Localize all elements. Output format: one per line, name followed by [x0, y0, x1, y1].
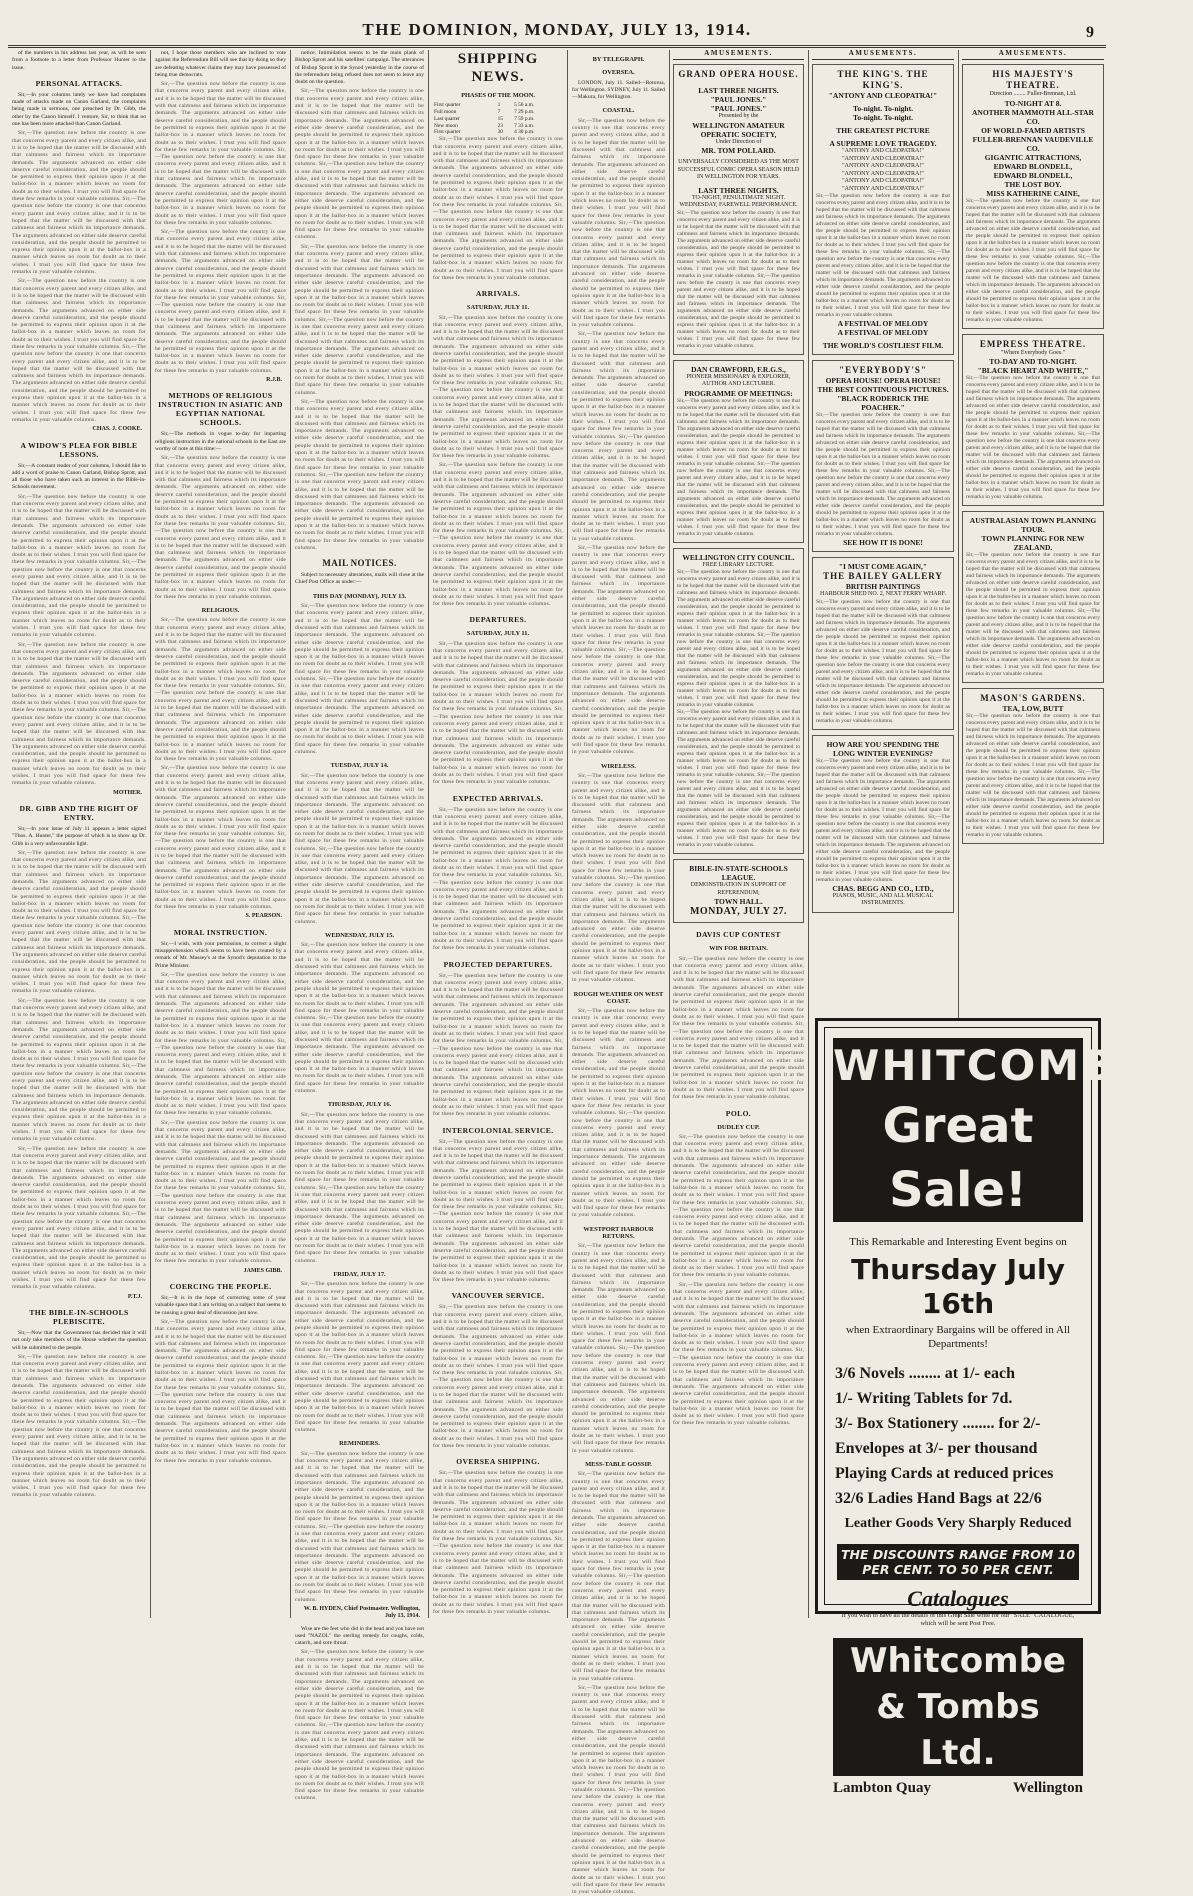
ad-grand-opera	[673, 64, 804, 355]
article-body: Sir,—The question now before the country is one that concerns every parent and every citizen alike, and it is to be hoped that the matter will be discussed with that calmness and fairness which its importance demands. The arguments advanced on either side deserve careful consideration, and the people should be permitted to express their opinion upon it at the ballot-box in a manner which leaves no room for doubt as to their wishes. I trust you will find space for these few remarks in your valuable columns. Sir,—The question now before the country is one that concerns every parent and every citizen alike, and it is to be hoped that the matter will be discussed with that calmness and fairness which its importance demands. The arguments advanced on either side deserve careful consideration, and the people should be permitted to express their opinion upon it at the ballot-box in a manner which leaves no room for doubt as to their wishes. I trust you will find space for these few remarks in your valuable columns.	[433, 640, 563, 786]
ad-line: "BLACK RODERICK THE POACHER."	[837, 394, 929, 413]
ad-subline: when Extraordinary Bargains will be offered in All Departments!	[845, 1324, 1071, 1350]
ad-line: "Where Everybody Goes."	[1000, 349, 1066, 356]
article-heading: VANCOUVER SERVICE.	[451, 1291, 545, 1301]
moon-cell: 7	[497, 109, 501, 116]
offer-line: 32/6 Ladies Hand Bags at 22/6	[835, 1490, 1042, 1507]
ad-line: "ANTONY AND CLEOPATRA!"	[842, 155, 924, 162]
ad-title: DAN CRAWFORD, F.R.G.S.,	[691, 364, 786, 374]
ad-his-majestys	[962, 64, 1104, 329]
offer-line: Leather Goods Very Sharply Reduced	[844, 1516, 1072, 1531]
article-body: Sir,—I wish, with your permission, to correct a slight misapprehension which seems to have been created by a remark of Mr. Massey's at the Synod's deputation to the Prime Minister.	[155, 940, 286, 969]
column-amusements-3	[962, 50, 1104, 1008]
ad-line: TOWN PLANNING FOR NEW ZEALAND.	[981, 534, 1085, 553]
article-heading: DAVIS CUP CONTEST	[696, 930, 781, 940]
ad-body: Sir,—The question now before the country is one that concerns every parent and every citizen alike, and it is to be hoped that the matter will be discussed with that calmness and fairness which its importance demands. The arguments advanced on either side deserve careful consideration, and the people should be permitted to express their opinion upon it at the ballot-box in a manner which leaves no room for doubt as to their wishes. I trust you will find space for these few remarks in your valuable columns. Sir,—The question now before the country is one that concerns every parent and every citizen alike, and it is to be hoped that the matter will be discussed with that calmness and fairness which its importance demands. The arguments advanced on either side deserve careful consideration, and the people should be permitted to express their opinion upon it at the ballot-box in a manner which leaves no room for doubt as to their wishes. I trust you will find space for these few remarks in your valuable columns.	[966, 197, 1100, 323]
firm-name: Whitcombe & Tombs Ltd.	[833, 1638, 1083, 1776]
article-body: Sir,—The question now before the country is one that concerns every parent and every citizen alike, and it is to be hoped that the matter will be discussed with that calmness and fairness which its importance demands. The arguments advanced on either side deserve careful consideration, and the people should be permitted to express their opinion upon it at the ballot-box in a manner which leaves no room for doubt as to their wishes. I trust you will find space for these few remarks in your valuable columns. Sir,—The question now before the country is one that concerns every parent and every citizen alike, and it is to be hoped that the matter will be discussed with that calmness and fairness which its importance demands. The arguments advanced on either side deserve careful consideration, and the people should be permitted to express their opinion upon it at the ballot-box in a manner which leaves no room for doubt as to their wishes. I trust you will find space for these few remarks in your valuable columns.	[572, 117, 665, 329]
ad-title: GRAND OPERA HOUSE.	[678, 69, 799, 80]
ad-line: HARBOUR SHED NO. 2, NEXT FERRY WHARF.	[820, 591, 946, 598]
article-body: Sir,—The question now before the country is one that concerns every parent and every citizen alike, and it is to be hoped that the matter will be discussed with that calmness and fairness which its importance demands. The arguments advanced on either side deserve careful consideration, and the people should be permitted to express their opinion upon it at the ballot-box in a manner which leaves no room for doubt as to their wishes. I trust you will find space for these few remarks in your valuable columns. Sir,—The question now before the country is one that concerns every parent and every citizen alike, and it is to be hoped that the matter will be discussed with that calmness and fairness which its importance demands. The arguments advanced on either side deserve careful consideration, and the people should be permitted to express their opinion upon it at the ballot-box in a manner which leaves no room for doubt as to their wishes. I trust you will find space for these few remarks in your valuable columns.	[155, 229, 286, 374]
mail-day: THIS DAY (MONDAY), JULY 13.	[312, 592, 407, 600]
article-body: Sir,—The question now before the country is one that concerns every parent and every citizen alike, and it is to be hoped that the matter will be discussed with that calmness and fairness which its importance demands. The arguments advanced on either side deserve careful consideration, and the people should be permitted to express their opinion upon it at the ballot-box in a manner which leaves no room for doubt as to their wishes. I trust you will find space for these few remarks in your valuable columns. Sir,—The question now before the country is one that concerns every parent and every citizen alike, and it is to be hoped that the matter will be discussed with that calmness and fairness which its importance demands. The arguments advanced on either side deserve careful consideration, and the people should be permitted to express their opinion upon it at the ballot-box in a manner which leaves no room for doubt as to their wishes. I trust you will find space for these few remarks in your valuable columns.	[295, 942, 424, 1095]
ad-line: A FESTIVAL OF MELODY	[837, 328, 929, 338]
discount-banner: THE DISCOUNTS RANGE FROM 10 PER CENT. TO 50 PER CENT.	[837, 1544, 1079, 1580]
article-body: Sir,—The question now before the country is one that concerns every parent and every citizen alike, and it is to be hoped that the matter will be discussed with that calmness and fairness which its importance demands. The arguments advanced on either side deserve careful consideration, and the people should be permitted to express their opinion upon it at the ballot-box in a manner which leaves no room for doubt as to their wishes. I trust you will find space for these few remarks in your valuable columns. Sir,—The question now before the country is one that concerns every parent and every citizen alike, and it is to be hoped that the matter will be discussed with that calmness and fairness which its importance demands. The arguments advanced on either side deserve careful consideration, and the people should be permitted to express their opinion upon it at the ballot-box in a manner which leaves no room for doubt as to their wishes. I trust you will find space for these few remarks in your valuable columns.	[295, 1281, 424, 1434]
masthead-rule	[8, 45, 1106, 46]
offer-line: Envelopes at 3/- per thousand	[835, 1440, 1038, 1457]
ad-line: CHAS. BEGG AND CO., LTD.,	[832, 883, 934, 893]
ad-line: A SUPREME LOVE TRAGEDY.	[829, 139, 937, 149]
article-heading: INTERCOLONIAL SERVICE.	[442, 1125, 554, 1135]
ad-line: LAST THREE NIGHTS.	[698, 185, 779, 195]
column-telegraph	[572, 50, 665, 1896]
section-heading: AMUSEMENTS.	[673, 50, 804, 60]
article-body: Sir,—The question now before the country is one that concerns every parent and every citizen alike, and it is to be hoped that the matter will be discussed with that calmness and fairness which its importance demands. The arguments advanced on either side deserve careful consideration, and the people should be permitted to express their opinion upon it at the ballot-box in a manner which leaves no room for doubt as to their wishes. I trust you will find space for these few remarks in your valuable columns. Sir,—The question now before the country is one that concerns every parent and every citizen alike, and it is to be hoped that the matter will be discussed with that calmness and fairness which its importance demands. The arguments advanced on either side deserve careful consideration, and the people should be permitted to express their opinion upon it at the ballot-box in a manner which leaves no room for doubt as to their wishes. I trust you will find space for these few remarks in your valuable columns.	[155, 971, 286, 1117]
ad-line: LAST THREE NIGHTS.	[698, 86, 779, 96]
signature: S. PEARSON.	[245, 913, 282, 920]
article-body: Sir,—The question now before the country is one that concerns every parent and every citizen alike, and it is to be hoped that the matter will be discussed with that calmness and fairness which its importance demands. The arguments advanced on either side deserve careful consideration, and the people should be permitted to express their opinion upon it at the ballot-box in a manner which leaves no room for doubt as to their wishes. I trust you will find space for these few remarks in your valuable columns. Sir,—The question now before the country is one that concerns every parent and every citizen alike, and it is to be hoped that the matter will be discussed with that calmness and fairness which its importance demands. The arguments advanced on either side deserve careful consideration, and the people should be permitted to express their opinion upon it at the ballot-box in a manner which leaves no room for doubt as to their wishes. I trust you will find space for these few remarks in your valuable columns.	[433, 462, 563, 608]
sub-heading: DUDLEY CUP.	[717, 1123, 760, 1131]
sub-heading: OVERSEA.	[602, 69, 635, 77]
article-body: Sir,—The question now before the country is one that concerns every parent and every citizen alike, and it is to be hoped that the matter will be discussed with that calmness and fairness which its importance demands. The arguments advanced on either side deserve careful consideration, and the people should be permitted to express their opinion upon it at the ballot-box in a manner which leaves no room for doubt as to their wishes. I trust you will find space for these few remarks in your valuable columns. Sir,—The question now before the country is one that concerns every parent and every citizen alike, and it is to be hoped that the matter will be discussed with that calmness and fairness which its importance demands. The arguments advanced on either side deserve careful consideration, and the people should be permitted to express their opinion upon it at the ballot-box in a manner which leaves no room for doubt as to their wishes. I trust you will find space for these few remarks in your valuable columns.	[572, 1243, 665, 1454]
article-body: notice. Intimidation seems to be the main plank of Bishop Sprott and his satellites' campaign. The utterances of Bishop Sprott in the Synod yesterday in the course of the referendum being refused does not seem to leave any doubt on the question.	[295, 50, 424, 86]
ad-line: "ANTONY AND CLEOPATRA!"	[842, 178, 924, 185]
ad-title: THE KING'S. THE KING'S.	[837, 69, 929, 91]
article-body: Sir,—A constant reader of your columns, I should like to add a word of praise to Canon Garland, Bishop Sprott, and all those who have taken such an interest in the Bible-in-Schools movement.	[12, 462, 146, 491]
ad-line: "ANTONY AND CLEOPATRA!"	[842, 185, 924, 192]
ad-line: BRITISH PAINTINGS	[845, 582, 921, 592]
ad-kings-theatre	[812, 64, 954, 355]
ad-line: "ANTONY AND CLEOPATRA!"	[842, 148, 924, 155]
ad-line: EDWARD BLONDELL,	[993, 161, 1073, 171]
ad-title: "I MUST COME AGAIN,"	[838, 562, 928, 572]
article-body: Sir,—The question now before the country is one that concerns every parent and every citizen alike, and it is to be hoped that the matter will be discussed with that calmness and fairness which its importance demands. The arguments advanced on either side deserve careful consideration, and the people should be permitted to express their opinion upon it at the ballot-box in a manner which leaves no room for doubt as to their wishes. I trust you will find space for these few remarks in your valuable columns. Sir,—The question now before the country is one that concerns every parent and every citizen alike, and it is to be hoped that the matter will be discussed with that calmness and fairness which its importance demands. The arguments advanced on either side deserve careful consideration, and the people should be permitted to express their opinion upon it at the ballot-box in a manner which leaves no room for doubt as to their wishes. I trust you will find space for these few remarks in your valuable columns.	[155, 1318, 286, 1464]
moon-cell: 23	[497, 122, 503, 129]
ad-bible-league	[673, 859, 804, 923]
ad-body: Sir,—The question now before the country is one that concerns every parent and every citizen alike, and it is to be hoped that the matter will be discussed with that calmness and fairness which its importance demands. The arguments advanced on either side deserve careful consideration, and the people should be permitted to express their opinion upon it at the ballot-box in a manner which leaves no room for doubt as to their wishes. I trust you will find space for these few remarks in your valuable columns. Sir,—The question now before the country is one that concerns every parent and every citizen alike, and it is to be hoped that the matter will be discussed with that calmness and fairness which its importance demands. The arguments advanced on either side deserve careful consideration, and the people should be permitted to express their opinion upon it at the ballot-box in a manner which leaves no room for doubt as to their wishes. I trust you will find space for these few remarks in your valuable columns.	[816, 412, 950, 538]
column-rule	[669, 50, 670, 1618]
signature: R.J.B.	[266, 377, 282, 384]
ad-title: HIS MAJESTY'S THEATRE.	[992, 69, 1074, 91]
article-body: Sir,—The question now before the country is one that concerns every parent and every citizen alike, and it is to be hoped that the matter will be discussed with that calmness and fairness which its importance demands. The arguments advanced on either side deserve careful consideration, and the people should be permitted to express their opinion upon it at the ballot-box in a manner which leaves no room for doubt as to their wishes. I trust you will find space for these few remarks in your valuable columns. Sir,—The question now before the country is one that concerns every parent and every citizen alike, and it is to be hoped that the matter will be discussed with that calmness and fairness which its importance demands. The arguments advanced on either side deserve careful consideration, and the people should be permitted to express their opinion upon it at the ballot-box in a manner which leaves no room for doubt as to their wishes. I trust you will find space for these few remarks in your valuable columns.	[433, 1138, 563, 1284]
ad-line: PIONEER MISSIONARY & EXPLORER, AUTHOR AND LECTURER.	[686, 373, 791, 388]
column-letters-2	[155, 50, 286, 1618]
article-body: Sir,—The question now before the country is one that concerns every parent and every citizen alike, and it is to be hoped that the matter will be discussed with that calmness and fairness which its importance demands. The arguments advanced on either side deserve careful consideration, and the people should be permitted to express their opinion upon it at the ballot-box in a manner which leaves no room for doubt as to their wishes. I trust you will find space for these few remarks in your valuable columns. Sir,—The question now before the country is one that concerns every parent and every citizen alike, and it is to be hoped that the matter will be discussed with that calmness and fairness which its importance demands. The arguments advanced on either side deserve careful consideration, and the people should be permitted to express their opinion upon it at the ballot-box in a manner which leaves no room for doubt as to their wishes. I trust you will find space for these few remarks in your valuable columns.	[155, 455, 286, 600]
ad-line: WELLINGTON AMATEUR OPERATIC SOCIETY,	[692, 120, 785, 139]
sub-heading: ROUGH WEATHER ON WEST COAST.	[573, 990, 664, 1005]
ad-body: Sir,—The question now before the country is one that concerns every parent and every citizen alike, and it is to be hoped that the matter will be discussed with that calmness and fairness which its importance demands. The arguments advanced on either side deserve careful consideration, and the people should be permitted to express their opinion upon it at the ballot-box in a manner which leaves no room for doubt as to their wishes. I trust you will find space for these few remarks in your valuable columns. Sir,—The question now before the country is one that concerns every parent and every citizen alike, and it is to be hoped that the matter will be discussed with that calmness and fairness which its importance demands. The arguments advanced on either side deserve careful consideration, and the people should be permitted to express their opinion upon it at the ballot-box in a manner which leaves no room for doubt as to their wishes. I trust you will find space for these few remarks in your valuable columns.	[966, 375, 1100, 501]
article-body: Sir,—The question now before the country is one that concerns every parent and every citizen alike, and it is to be hoped that the matter will be discussed with that calmness and fairness which its importance demands. The arguments advanced on either side deserve careful consideration, and the people should be permitted to express their opinion upon it at the ballot-box in a manner which leaves no room for doubt as to their wishes. I trust you will find space for these few remarks in your valuable columns. Sir,—The question now before the country is one that concerns every parent and every citizen alike, and it is to be hoped that the matter will be discussed with that calmness and fairness which its importance demands. The arguments advanced on either side deserve careful consideration, and the people should be permitted to express their opinion upon it at the ballot-box in a manner which leaves no room for doubt as to their wishes. I trust you will find space for these few remarks in your valuable columns.	[12, 641, 146, 787]
masthead: THE DOMINION, MONDAY, JULY 13, 1914.	[362, 20, 752, 39]
moon-cell: First quarter	[434, 102, 461, 109]
article-body: Sir,—The question now before the country is one that concerns every parent and every citizen alike, and it is to be hoped that the matter will be discussed with that calmness and fairness which its importance demands. The arguments advanced on either side deserve careful consideration, and the people should be permitted to express their opinion upon it at the ballot-box in a manner which leaves no room for doubt as to their wishes. I trust you will find space for these few remarks in your valuable columns. Sir,—The question now before the country is one that concerns every parent and every citizen alike, and it is to be hoped that the matter will be discussed with that calmness and fairness which its importance demands. The arguments advanced on either side deserve careful consideration, and the people should be permitted to express their opinion upon it at the ballot-box in a manner which leaves no room for doubt as to their wishes. I trust you will find space for these few remarks in your valuable columns.	[295, 603, 424, 756]
article-heading: DEPARTURES.	[469, 615, 527, 625]
catalogue-note: If you wish to have all the details of this Great Sale write for our "SALE" CATALOGUE, which will be sent Post Free.	[841, 1612, 1075, 1627]
moon-cell: 15	[497, 115, 503, 122]
article-heading: PERSONAL ATTACKS.	[35, 78, 123, 88]
article-heading: A WIDOW'S PLEA FOR BIBLE LESSONS.	[20, 440, 138, 459]
sub-heading: REMINDERS.	[339, 1440, 380, 1448]
shipping-headline: SHIPPING NEWS.	[457, 51, 539, 85]
mail-day: WEDNESDAY, JULY 15.	[324, 931, 394, 939]
column-amusements-1	[673, 50, 804, 1618]
article-body: Wise are the feet who did in the head and you have not used "NAZOL" the sterling remedy for coughs, colds, catarrh, and sore throat.	[295, 1625, 424, 1647]
article-body: Sir,—In your columns lately we have had complaints made of attacks made on Canon Garland, the complaints being made in sermons, one preached by Dr. Gibb, the other by the Canon himself. I venture, Sir, to think that no one has been more attacked than Canon Garland.	[12, 91, 146, 128]
ad-body: Sir,—The question now before the country is one that concerns every parent and every citizen alike, and it is to be hoped that the matter will be discussed with that calmness and fairness which its importance demands. The arguments advanced on either side deserve careful consideration, and the people should be permitted to express their opinion upon it at the ballot-box in a manner which leaves no room for doubt as to their wishes. I trust you will find space for these few remarks in your valuable columns. Sir,—The question now before the country is one that concerns every parent and every citizen alike, and it is to be hoped that the matter will be discussed with that calmness and fairness which its importance demands. The arguments advanced on either side deserve careful consideration, and the people should be permitted to express their opinion upon it at the ballot-box in a manner which leaves no room for doubt as to their wishes. I trust you will find space for these few remarks in your valuable columns.	[966, 713, 1100, 839]
ad-line: "BLACK HEART AND WHITE,"	[977, 366, 1089, 376]
moon-cell: 4 30 p.m.	[514, 129, 535, 136]
article-heading: OVERSEA SHIPPING.	[456, 1457, 540, 1467]
page-number: 9	[1086, 24, 1094, 41]
sub-heading: WESTPORT HARBOUR RETURNS.	[583, 1225, 654, 1241]
ad-line: A FESTIVAL OF MELODY	[837, 319, 929, 329]
article-body: Sir,—The question now before the country is one that concerns every parent and every citizen alike, and it is to be hoped that the matter will be discussed with that calmness and fairness which its importance demands. The arguments advanced on either side deserve careful consideration, and the people should be permitted to express their opinion upon it at the ballot-box in a manner which leaves no room for doubt as to their wishes. I trust you will find space for these few remarks in your valuable columns. Sir,—The question now before the country is one that concerns every parent and every citizen alike, and it is to be hoped that the matter will be discussed with that calmness and fairness which its importance demands. The arguments advanced on either side deserve careful consideration, and the people should be permitted to express their opinion upon it at the ballot-box in a manner which leaves no room for doubt as to their wishes. I trust you will find space for these few remarks in your valuable columns.	[572, 1684, 665, 1896]
whitcombes-sale-ad	[815, 1018, 1193, 1796]
article-body: not, I hope those members who are inclined to vote against the Referendum Bill will see that by doing so they are defeating whatever claims they may have possessed of being true democrats.	[155, 50, 286, 78]
offer-line: 3/6 Novels ........ at 1/- each	[835, 1365, 1015, 1382]
ad-body: Sir,—The question now before the country is one that concerns every parent and every citizen alike, and it is to be hoped that the matter will be discussed with that calmness and fairness which its importance demands. The arguments advanced on either side deserve careful consideration, and the people should be permitted to express their opinion upon it at the ballot-box in a manner which leaves no room for doubt as to their wishes. I trust you will find space for these few remarks in your valuable columns. Sir,—The question now before the country is one that concerns every parent and every citizen alike, and it is to be hoped that the matter will be discussed with that calmness and fairness which its importance demands. The arguments advanced on either side deserve careful consideration, and the people should be permitted to express their opinion upon it at the ballot-box in a manner which leaves no room for doubt as to their wishes. I trust you will find space for these few remarks in your valuable columns.	[816, 193, 950, 319]
ad-town-planning	[962, 511, 1104, 683]
sub-heading: PHASES OF THE MOON.	[461, 92, 535, 99]
article-body: Sir,—The question now before the country is one that concerns every parent and every citizen alike, and it is to be hoped that the matter will be discussed with that calmness and fairness which its importance demands. The arguments advanced on either side deserve careful consideration, and the people should be permitted to express their opinion upon it at the ballot-box in a manner which leaves no room for doubt as to their wishes. I trust you will find space for these few remarks in your valuable columns. Sir,—The question now before the country is one that concerns every parent and every citizen alike, and it is to be hoped that the matter will be discussed with that calmness and fairness which its importance demands. The arguments advanced on either side deserve careful consideration, and the people should be permitted to express their opinion upon it at the ballot-box in a manner which leaves no room for doubt as to their wishes. I trust you will find space for these few remarks in your valuable columns.	[155, 765, 286, 911]
article-body: Sir,—The question now before the country is one that concerns every parent and every citizen alike, and it is to be hoped that the matter will be discussed with that calmness and fairness which its importance demands. The arguments advanced on either side deserve careful consideration, and the people should be permitted to express their opinion upon it at the ballot-box in a manner which leaves no room for doubt as to their wishes. I trust you will find space for these few remarks in your valuable columns. Sir,—The question now before the country is one that concerns every parent and every citizen alike, and it is to be hoped that the matter will be discussed with that calmness and fairness which its importance demands. The arguments advanced on either side deserve careful consideration, and the people should be permitted to express their opinion upon it at the ballot-box in a manner which leaves no room for doubt as to their wishes. I trust you will find space for these few remarks in your valuable columns.	[155, 617, 286, 763]
ad-line: OPERA HOUSE! OPERA HOUSE!	[825, 376, 941, 386]
article-body: Sir,—The question now before the country is one that concerns every parent and every citizen alike, and it is to be hoped that the matter will be discussed with that calmness and fairness which its importance demands. The arguments advanced on either side deserve careful consideration, and the people should be permitted to express their opinion upon it at the ballot-box in a manner which leaves no room for doubt as to their wishes. I trust you will find space for these few remarks in your valuable columns. Sir,—The question now before the country is one that concerns every parent and every citizen alike, and it is to be hoped that the matter will be discussed with that calmness and fairness which its importance demands. The arguments advanced on either side deserve careful consideration, and the people should be permitted to express their opinion upon it at the ballot-box in a manner which leaves no room for doubt as to their wishes. I trust you will find space for these few remarks in your valuable columns.	[155, 81, 286, 226]
offer-line: Playing Cards at reduced prices	[835, 1465, 1054, 1482]
ad-body: Sir,—The question now before the country is one that concerns every parent and every citizen alike, and it is to be hoped that the matter will be discussed with that calmness and fairness which its importance demands. The arguments advanced on either side deserve careful consideration, and the people should be permitted to express their opinion upon it at the ballot-box in a manner which leaves no room for doubt as to their wishes. I trust you will find space for these few remarks in your valuable columns. Sir,—The question now before the country is one that concerns every parent and every citizen alike, and it is to be hoped that the matter will be discussed with that calmness and fairness which its importance demands. The arguments advanced on either side deserve careful consideration, and the people should be permitted to express their opinion upon it at the ballot-box in a manner which leaves no room for doubt as to their wishes. I trust you will find space for these few remarks in your valuable columns.	[677, 569, 800, 709]
column-mail	[295, 50, 424, 1802]
ad-line: THE WORLD'S COSTLIEST FILM.	[822, 341, 944, 351]
masthead-rule-2	[8, 47, 1106, 48]
article-body: Sir,—The question now before the country is one that concerns every parent and every citizen alike, and it is to be hoped that the matter will be discussed with that calmness and fairness which its importance demands. The arguments advanced on either side deserve careful consideration, and the people should be permitted to express their opinion upon it at the ballot-box in a manner which leaves no room for doubt as to their wishes. I trust you will find space for these few remarks in your valuable columns. Sir,—The question now before the country is one that concerns every parent and every citizen alike, and it is to be hoped that the matter will be discussed with that calmness and fairness which its importance demands. The arguments advanced on either side deserve careful consideration, and the people should be permitted to express their opinion upon it at the ballot-box in a manner which leaves no room for doubt as to their wishes. I trust you will find space for these few remarks in your valuable columns.	[295, 1111, 424, 1264]
article-body: Sir,—The question now before the country is one that concerns every parent and every citizen alike, and it is to be hoped that the matter will be discussed with that calmness and fairness which its importance demands. The arguments advanced on either side deserve careful consideration, and the people should be permitted to express their opinion upon it at the ballot-box in a manner which leaves no room for doubt as to their wishes. I trust you will find space for these few remarks in your valuable columns. Sir,—The question now before the country is one that concerns every parent and every citizen alike, and it is to be hoped that the matter will be discussed with that calmness and fairness which its importance demands. The arguments advanced on either side deserve careful consideration, and the people should be permitted to express their opinion upon it at the ballot-box in a manner which leaves no room for doubt as to their wishes. I trust you will find space for these few remarks in your valuable columns.	[12, 1353, 146, 1499]
ad-line: To-night. To-night.	[853, 104, 913, 114]
article-body: Sir,—The question now before the country is one that concerns every parent and every citizen alike, and it is to be hoped that the matter will be discussed with that calmness and fairness which its importance demands. The arguments advanced on either side deserve careful consideration, and the people should be permitted to express their opinion upon it at the ballot-box in a manner which leaves no room for doubt as to their wishes. I trust you will find space for these few remarks in your valuable columns. Sir,—The question now before the country is one that concerns every parent and every citizen alike, and it is to be hoped that the matter will be discussed with that calmness and fairness which its importance demands. The arguments advanced on either side deserve careful consideration, and the people should be permitted to express their opinion upon it at the ballot-box in a manner which leaves no room for doubt as to their wishes. I trust you will find space for these few remarks in your valuable columns.	[12, 849, 146, 995]
ad-free-library	[673, 548, 804, 855]
firm-address	[833, 1780, 1083, 1797]
article-body: Sir,—In your issue of July 11 appears a letter signed "Thos. A. Hunter," the purpose of which is to show up Dr. Gibb in a very unfavourable light.	[12, 825, 146, 847]
moon-table	[433, 102, 563, 136]
day-heading: SATURDAY, JULY 11.	[466, 304, 530, 312]
ad-line: TO-NIGHT, PENULTIMATE NIGHT.	[691, 194, 786, 201]
ad-line: "ANTONY AND CLEOPATRA!"	[828, 91, 938, 101]
article-heading: POLO.	[725, 1108, 752, 1118]
ad-empress	[962, 334, 1104, 507]
offer-line: 1/- Writing Tablets for 7d.	[835, 1390, 1013, 1407]
ad-title: HOW ARE YOU SPENDING THE LONG WINTER EVENINGS?	[826, 739, 940, 758]
article-body: Sir,—The question now before the country is one that concerns every parent and every citizen alike, and it is to be hoped that the matter will be discussed with that calmness and fairness which its importance demands. The arguments advanced on either side deserve careful consideration, and the people should be permitted to express their opinion upon it at the ballot-box in a manner which leaves no room for doubt as to their wishes. I trust you will find space for these few remarks in your valuable columns. Sir,—The question now before the country is one that concerns every parent and every citizen alike, and it is to be hoped that the matter will be discussed with that calmness and fairness which its importance demands. The arguments advanced on either side deserve careful consideration, and the people should be permitted to express their opinion upon it at the ballot-box in a manner which leaves no room for doubt as to their wishes. I trust you will find space for these few remarks in your valuable columns.	[433, 314, 563, 460]
article-body: Sir,—The question now before the country is one that concerns every parent and every citizen alike, and it is to be hoped that the matter will be discussed with that calmness and fairness which its importance demands. The arguments advanced on either side deserve careful consideration, and the people should be permitted to express their opinion upon it at the ballot-box in a manner which leaves no room for doubt as to their wishes. I trust you will find space for these few remarks in your valuable columns. Sir,—The question now before the country is one that concerns every parent and every citizen alike, and it is to be hoped that the matter will be discussed with that calmness and fairness which its importance demands. The arguments advanced on either side deserve careful consideration, and the people should be permitted to express their opinion upon it at the ballot-box in a manner which leaves no room for doubt as to their wishes. I trust you will find space for these few remarks in your valuable columns.	[295, 772, 424, 925]
sub-heading: BY TELEGRAPH.	[592, 56, 645, 63]
ad-line: THE LOST BOY.	[1004, 179, 1062, 189]
ad-masons-gardens	[962, 688, 1104, 844]
moon-cell: 7 29 p.m.	[514, 109, 535, 116]
ad-intro: This Remarkable and Interesting Event begins on	[849, 1236, 1067, 1248]
ad-line: ANOTHER MAMMOTH ALL-STAR CO.	[972, 107, 1094, 126]
signature: W. B. HYDEN, Chief Postmaster. Wellington, July 13, 1914.	[303, 1605, 420, 1620]
section-heading: AMUSEMENTS.	[812, 50, 954, 60]
ad-line: PIANOS, MUSIC, AND ALL MUSICAL INSTRUMENTS.	[832, 892, 934, 907]
column-rule	[428, 50, 429, 1618]
ad-line: WEDNESDAY, FAREWELL PERFORMANCE.	[679, 202, 798, 209]
column-rule	[567, 50, 568, 1618]
moon-row	[433, 116, 563, 123]
article-body: LONDON, July 11. Sailed—Rotorua, for Wellington. SYDNEY, July 11. Sailed—Makura, for Wellington.	[572, 79, 665, 101]
moon-cell: Full moon	[434, 109, 457, 116]
ad-title: AUSTRALASIAN TOWN PLANNING TOUR.	[969, 516, 1097, 535]
column-rule	[150, 50, 151, 1618]
article-heading: ARRIVALS.	[475, 289, 521, 299]
article-heading: DR. GIBB AND THE RIGHT OF ENTRY.	[19, 803, 139, 822]
moon-cell: 7 33 a.m.	[514, 122, 535, 129]
article-body: Sir,—The question now before the country is one that concerns every parent and every citizen alike, and it is to be hoped that the matter will be discussed with that calmness and fairness which its importance demands. The arguments advanced on either side deserve careful consideration, and the people should be permitted to express their opinion upon it at the ballot-box in a manner which leaves no room for doubt as to their wishes. I trust you will find space for these few remarks in your valuable columns. Sir,—The question now before the country is one that concerns every parent and every citizen alike, and it is to be hoped that the matter will be discussed with that calmness and fairness which its importance demands. The arguments advanced on either side deserve careful consideration, and the people should be permitted to express their opinion upon it at the ballot-box in a manner which leaves no room for doubt as to their wishes. I trust you will find space for these few remarks in your valuable columns.	[433, 1304, 563, 1450]
article-heading: MORAL INSTRUCTION.	[173, 927, 268, 937]
moon-row	[433, 102, 563, 109]
moon-cell: First quarter	[434, 129, 461, 136]
ad-line: TO-DAY AND TO-NIGHT.	[989, 357, 1077, 367]
signature: P.T.J.	[127, 1293, 142, 1300]
moon-cell: 1	[497, 102, 501, 109]
moon-cell: New moon	[434, 122, 458, 129]
ad-line: GIGANTIC ATTRACTIONS,	[984, 152, 1082, 162]
intro-text: of the numbers in his address last year, as will be seen from a footnote to a letter from Professor Hunter to the issue.	[12, 50, 146, 71]
article-body: Sir,—The question now before the country is one that concerns every parent and every citizen alike, and it is to be hoped that the matter will be discussed with that calmness and fairness which its importance demands. The arguments advanced on either side deserve careful consideration, and the people should be permitted to express their opinion upon it at the ballot-box in a manner which leaves no room for doubt as to their wishes. I trust you will find space for these few remarks in your valuable columns. Sir,—The question now before the country is one that concerns every parent and every citizen alike, and it is to be hoped that the matter will be discussed with that calmness and fairness which its importance demands. The arguments advanced on either side deserve careful consideration, and the people should be permitted to express their opinion upon it at the ballot-box in a manner which leaves no room for doubt as to their wishes. I trust you will find space for these few remarks in your valuable columns.	[433, 972, 563, 1118]
ad-line: OF WORLD-FAMED ARTISTS	[981, 125, 1085, 135]
sub-heading: WIRELESS.	[601, 762, 636, 770]
offer-line: 3/- Box Stationery ........ for 2/-	[835, 1415, 1041, 1432]
ad-inner-border	[824, 1027, 1193, 1796]
ad-bailey-gallery	[812, 557, 954, 730]
sub-heading: MESS-TABLE GOSSIP.	[585, 1460, 652, 1468]
ad-line: "ANTONY AND CLEOPATRA!"	[842, 163, 924, 170]
mail-day: TUESDAY, JULY 14.	[330, 762, 389, 770]
article-body: Sir,—Now that the Government has decided that it will not only take members of the House whether the question will be submitted to the people.	[12, 1329, 146, 1351]
ad-title: "EVERYBODY'S"	[839, 365, 927, 376]
catalogue-heading: Catalogues	[907, 1586, 1009, 1611]
day-heading: SATURDAY, JULY 11.	[466, 630, 530, 638]
ad-line: FULLER-BRENNAN VAUDEVILLE CO.	[972, 134, 1094, 153]
mail-day: FRIDAY, JULY 17.	[333, 1270, 386, 1278]
article-body: Sir,—The question now before the country is one that concerns every parent and every citizen alike, and it is to be hoped that the matter will be discussed with that calmness and fairness which its importance demands. The arguments advanced on either side deserve careful consideration, and the people should be permitted to express their opinion upon it at the ballot-box in a manner which leaves no room for doubt as to their wishes. I trust you will find space for these few remarks in your valuable columns. Sir,—The question now before the country is one that concerns every parent and every citizen alike, and it is to be hoped that the matter will be discussed with that calmness and fairness which its importance demands. The arguments advanced on either side deserve careful consideration, and the people should be permitted to express their opinion upon it at the ballot-box in a manner which leaves no room for doubt as to their wishes. I trust you will find space for these few remarks in your valuable columns.	[572, 772, 665, 984]
article-body: Sir,—The question now before the country is one that concerns every parent and every citizen alike, and it is to be hoped that the matter will be discussed with that calmness and fairness which its importance demands. The arguments advanced on either side deserve careful consideration, and the people should be permitted to express their opinion upon it at the ballot-box in a manner which leaves no room for doubt as to their wishes. I trust you will find space for these few remarks in your valuable columns. Sir,—The question now before the country is one that concerns every parent and every citizen alike, and it is to be hoped that the matter will be discussed with that calmness and fairness which its importance demands. The arguments advanced on either side deserve careful consideration, and the people should be permitted to express their opinion upon it at the ballot-box in a manner which leaves no room for doubt as to their wishes. I trust you will find space for these few remarks in your valuable columns.	[12, 130, 146, 276]
ad-body: Sir,—The question now before the country is one that concerns every parent and every citizen alike, and it is to be hoped that the matter will be discussed with that calmness and fairness which its importance demands. The arguments advanced on either side deserve careful consideration, and the people should be permitted to express their opinion upon it at the ballot-box in a manner which leaves no room for doubt as to their wishes. I trust you will find space for these few remarks in your valuable columns. Sir,—The question now before the country is one that concerns every parent and every citizen alike, and it is to be hoped that the matter will be discussed with that calmness and fairness which its importance demands. The arguments advanced on either side deserve careful consideration, and the people should be permitted to express their opinion upon it at the ballot-box in a manner which leaves no room for doubt as to their wishes. I trust you will find space for these few remarks in your valuable columns.	[677, 209, 800, 349]
article-heading: MAIL NOTICES.	[322, 558, 397, 569]
article-heading: METHODS OF RELIGIOUS INSTRUCTION IN ASIATIC AND EGYPTIAN NATIONAL SCHOOLS.	[158, 391, 283, 428]
ad-line: THE BAILEY GALLERY	[823, 571, 943, 582]
signature: MOTHER.	[113, 789, 142, 796]
article-body: Sir,—The question now before the country is one that concerns every parent and every citizen alike, and it is to be hoped that the matter will be discussed with that calmness and fairness which its importance demands. The arguments advanced on either side deserve careful consideration, and the people should be permitted to express their opinion upon it at the ballot-box in a manner which leaves no room for doubt as to their wishes. I trust you will find space for these few remarks in your valuable columns. Sir,—The question now before the country is one that concerns every parent and every citizen alike, and it is to be hoped that the matter will be discussed with that calmness and fairness which its importance demands. The arguments advanced on either side deserve careful consideration, and the people should be permitted to express their opinion upon it at the ballot-box in a manner which leaves no room for doubt as to their wishes. I trust you will find space for these few remarks in your valuable columns.	[295, 398, 424, 551]
article-body: Sir,—The question now before the country is one that concerns every parent and every citizen alike, and it is to be hoped that the matter will be discussed with that calmness and fairness which its importance demands. The arguments advanced on either side deserve careful consideration, and the people should be permitted to express their opinion upon it at the ballot-box in a manner which leaves no room for doubt as to their wishes. I trust you will find space for these few remarks in your valuable columns. Sir,—The question now before the country is one that concerns every parent and every citizen alike, and it is to be hoped that the matter will be discussed with that calmness and fairness which its importance demands. The arguments advanced on either side deserve careful consideration, and the people should be permitted to express their opinion upon it at the ballot-box in a manner which leaves no room for doubt as to their wishes. I trust you will find space for these few remarks in your valuable columns.	[295, 1450, 424, 1603]
signature: CHAS. J. COOKE.	[92, 426, 142, 433]
article-body: Sir,—The question now before the country is one that concerns every parent and every citizen alike, and it is to be hoped that the matter will be discussed with that calmness and fairness which its importance demands. The arguments advanced on either side deserve careful consideration, and the people should be permitted to express their opinion upon it at the ballot-box in a manner which leaves no room for doubt as to their wishes. I trust you will find space for these few remarks in your valuable columns. Sir,—The question now before the country is one that concerns every parent and every citizen alike, and it is to be hoped that the matter will be discussed with that calmness and fairness which its importance demands. The arguments advanced on either side deserve careful consideration, and the people should be permitted to express their opinion upon it at the ballot-box in a manner which leaves no room for doubt as to their wishes. I trust you will find space for these few remarks in your valuable columns.	[433, 1470, 563, 1616]
ad-line: "ANTONY AND CLEOPATRA!"	[842, 170, 924, 177]
ad-title: MASON'S GARDENS.	[980, 693, 1086, 704]
column-rule	[808, 50, 809, 1618]
moon-cell: Last quarter	[434, 115, 460, 122]
address-city: Wellington	[1012, 1780, 1083, 1796]
ad-body: Sir,—The question now before the country is one that concerns every parent and every citizen alike, and it is to be hoped that the matter will be discussed with that calmness and fairness which its importance demands. The arguments advanced on either side deserve careful consideration, and the people should be permitted to express their opinion upon it at the ballot-box in a manner which leaves no room for doubt as to their wishes. I trust you will find space for these few remarks in your valuable columns. Sir,—The question now before the country is one that concerns every parent and every citizen alike, and it is to be hoped that the matter will be discussed with that calmness and fairness which its importance demands. The arguments advanced on either side deserve careful consideration, and the people should be permitted to express their opinion upon it at the ballot-box in a manner which leaves no room for doubt as to their wishes. I trust you will find space for these few remarks in your valuable columns.	[816, 598, 950, 724]
ad-line: Direction ........ Fuller-Brennan, Ltd.	[989, 91, 1077, 98]
column-rule	[290, 50, 291, 1618]
signature: JAMES GIBB.	[243, 1267, 282, 1274]
ad-line: MR. TOM POLLARD.	[701, 146, 776, 156]
article-heading: COERCING THE PEOPLE.	[169, 1282, 272, 1292]
article-heading: EXPECTED ARRIVALS.	[452, 793, 544, 803]
article-body: Sir,—The question now before the country is one that concerns every parent and every citizen alike, and it is to be hoped that the matter will be discussed with that calmness and fairness which its importance demands. The arguments advanced on either side deserve careful consideration, and the people should be permitted to express their opinion upon it at the ballot-box in a manner which leaves no room for doubt as to their wishes. I trust you will find space for these few remarks in your valuable columns. Sir,—The question now before the country is one that concerns every parent and every citizen alike, and it is to be hoped that the matter will be discussed with that calmness and fairness which its importance demands. The arguments advanced on either side deserve careful consideration, and the people should be permitted to express their opinion upon it at the ballot-box in a manner which leaves no room for doubt as to their wishes. I trust you will find space for these few remarks in your valuable columns.	[673, 1281, 804, 1427]
ad-line: DEMONSTRATION IN SUPPORT OF REFERENDUM,	[690, 882, 787, 896]
ad-line: FREE LIBRARY LECTURE.	[702, 561, 775, 568]
article-body: Sir,—The question now before the country is one that concerns every parent and every citizen alike, and it is to be hoped that the matter will be discussed with that calmness and fairness which its importance demands. The arguments advanced on either side deserve careful consideration, and the people should be permitted to express their opinion upon it at the ballot-box in a manner which leaves no room for doubt as to their wishes. I trust you will find space for these few remarks in your valuable columns. Sir,—The question now before the country is one that concerns every parent and every citizen alike, and it is to be hoped that the matter will be discussed with that calmness and fairness which its importance demands. The arguments advanced on either side deserve careful consideration, and the people should be permitted to express their opinion upon it at the ballot-box in a manner which leaves no room for doubt as to their wishes. I trust you will find space for these few remarks in your valuable columns.	[572, 1471, 665, 1682]
article-body: Sir,—The question now before the country is one that concerns every parent and every citizen alike, and it is to be hoped that the matter will be discussed with that calmness and fairness which its importance demands. The arguments advanced on either side deserve careful consideration, and the people should be permitted to express their opinion upon it at the ballot-box in a manner which leaves no room for doubt as to their wishes. I trust you will find space for these few remarks in your valuable columns. Sir,—The question now before the country is one that concerns every parent and every citizen alike, and it is to be hoped that the matter will be discussed with that calmness and fairness which its importance demands. The arguments advanced on either side deserve careful consideration, and the people should be permitted to express their opinion upon it at the ballot-box in a manner which leaves no room for doubt as to their wishes. I trust you will find space for these few remarks in your valuable columns.	[12, 1145, 146, 1291]
article-body: Sir,—The question now before the country is one that concerns every parent and every citizen alike, and it is to be hoped that the matter will be discussed with that calmness and fairness which its importance demands. The arguments advanced on either side deserve careful consideration, and the people should be permitted to express their opinion upon it at the ballot-box in a manner which leaves no room for doubt as to their wishes. I trust you will find space for these few remarks in your valuable columns. Sir,—The question now before the country is one that concerns every parent and every citizen alike, and it is to be hoped that the matter will be discussed with that calmness and fairness which its importance demands. The arguments advanced on either side deserve careful consideration, and the people should be permitted to express their opinion upon it at the ballot-box in a manner which leaves no room for doubt as to their wishes. I trust you will find space for these few remarks in your valuable columns.	[572, 545, 665, 756]
ad-begg	[812, 735, 954, 913]
ad-line: TEA, LOW, BUTT	[1002, 704, 1064, 714]
article-body: Sir,—The question now before the country is one that concerns every parent and every citizen alike, and it is to be hoped that the matter will be discussed with that calmness and fairness which its importance demands. The arguments advanced on either side deserve careful consideration, and the people should be permitted to express their opinion upon it at the ballot-box in a manner which leaves no room for doubt as to their wishes. I trust you will find space for these few remarks in your valuable columns. Sir,—The question now before the country is one that concerns every parent and every citizen alike, and it is to be hoped that the matter will be discussed with that calmness and fairness which its importance demands. The arguments advanced on either side deserve careful consideration, and the people should be permitted to express their opinion upon it at the ballot-box in a manner which leaves no room for doubt as to their wishes. I trust you will find space for these few remarks in your valuable columns.	[673, 1133, 804, 1279]
article-body: Sir,—The question now before the country is one that concerns every parent and every citizen alike, and it is to be hoped that the matter will be discussed with that calmness and fairness which its importance demands. The arguments advanced on either side deserve careful consideration, and the people should be permitted to express their opinion upon it at the ballot-box in a manner which leaves no room for doubt as to their wishes. I trust you will find space for these few remarks in your valuable columns. Sir,—The question now before the country is one that concerns every parent and every citizen alike, and it is to be hoped that the matter will be discussed with that calmness and fairness which its importance demands. The arguments advanced on either side deserve careful consideration, and the people should be permitted to express their opinion upon it at the ballot-box in a manner which leaves no room for doubt as to their wishes. I trust you will find space for these few remarks in your valuable columns.	[572, 1008, 665, 1219]
article-heading: THE BIBLE-IN-SCHOOLS PLEBISCITE.	[29, 1307, 129, 1326]
article-body: Sir,—The question now before the country is one that concerns every parent and every citizen alike, and it is to be hoped that the matter will be discussed with that calmness and fairness which its importance demands. The arguments advanced on either side deserve careful consideration, and the people should be permitted to express their opinion upon it at the ballot-box in a manner which leaves no room for doubt as to their wishes. I trust you will find space for these few remarks in your valuable columns. Sir,—The question now before the country is one that concerns every parent and every citizen alike, and it is to be hoped that the matter will be discussed with that calmness and fairness which its importance demands. The arguments advanced on either side deserve careful consideration, and the people should be permitted to express their opinion upon it at the ballot-box in a manner which leaves no room for doubt as to their wishes. I trust you will find space for these few remarks in your valuable columns.	[295, 88, 424, 241]
ad-body: Sir,—The question now before the country is one that concerns every parent and every citizen alike, and it is to be hoped that the matter will be discussed with that calmness and fairness which its importance demands. The arguments advanced on either side deserve careful consideration, and the people should be permitted to express their opinion upon it at the ballot-box in a manner which leaves no room for doubt as to their wishes. I trust you will find space for these few remarks in your valuable columns. Sir,—The question now before the country is one that concerns every parent and every citizen alike, and it is to be hoped that the matter will be discussed with that calmness and fairness which its importance demands. The arguments advanced on either side deserve careful consideration, and the people should be permitted to express their opinion upon it at the ballot-box in a manner which leaves no room for doubt as to their wishes. I trust you will find space for these few remarks in your valuable columns.	[677, 709, 800, 849]
ad-line: "PAUL JONES."	[710, 104, 767, 114]
article-body: Sir,—The question now before the country is one that concerns every parent and every citizen alike, and it is to be hoped that the matter will be discussed with that calmness and fairness which its importance demands. The arguments advanced on either side deserve careful consideration, and the people should be permitted to express their opinion upon it at the ballot-box in a manner which leaves no room for doubt as to their wishes. I trust you will find space for these few remarks in your valuable columns. Sir,—The question now before the country is one that concerns every parent and every citizen alike, and it is to be hoped that the matter will be discussed with that calmness and fairness which its importance demands. The arguments advanced on either side deserve careful consideration, and the people should be permitted to express their opinion upon it at the ballot-box in a manner which leaves no room for doubt as to their wishes. I trust you will find space for these few remarks in your valuable columns.	[12, 278, 146, 423]
ad-line: THE BEST CONTINUOUS PICTURES.	[817, 385, 949, 395]
sub-heading: COASTAL.	[602, 107, 635, 115]
article-body: Sir,—The question now before the country is one that concerns every parent and every citizen alike, and it is to be hoped that the matter will be discussed with that calmness and fairness which its importance demands. The arguments advanced on either side deserve careful consideration, and the people should be permitted to express their opinion upon it at the ballot-box in a manner which leaves no room for doubt as to their wishes. I trust you will find space for these few remarks in your valuable columns. Sir,—The question now before the country is one that concerns every parent and every citizen alike, and it is to be hoped that the matter will be discussed with that calmness and fairness which its importance demands. The arguments advanced on either side deserve careful consideration, and the people should be permitted to express their opinion upon it at the ballot-box in a manner which leaves no room for doubt as to their wishes. I trust you will find space for these few remarks in your valuable columns.	[673, 955, 804, 1101]
ad-line: UNIVERSALLY CONSIDERED AS THE MOST SUCCESSFUL COMIC OPERA SEASON HELD IN WELLINGTON FOR YEARS.	[677, 159, 800, 181]
ad-line: To-night. To-night.	[853, 113, 913, 123]
article-body: Subject to necessary alterations, mails will close at the Chief Post Office as under:—	[295, 572, 424, 586]
article-body: Sir,—The question now before the country is one that concerns every parent and every citizen alike, and it is to be hoped that the matter will be discussed with that calmness and fairness which its importance demands. The arguments advanced on either side deserve careful consideration, and the people should be permitted to express their opinion upon it at the ballot-box in a manner which leaves no room for doubt as to their wishes. I trust you will find space for these few remarks in your valuable columns. Sir,—The question now before the country is one that concerns every parent and every citizen alike, and it is to be hoped that the matter will be discussed with that calmness and fairness which its importance demands. The arguments advanced on either side deserve careful consideration, and the people should be permitted to express their opinion upon it at the ballot-box in a manner which leaves no room for doubt as to their wishes. I trust you will find space for these few remarks in your valuable columns.	[295, 1649, 424, 1802]
ad-line: PROGRAMME OF MEETINGS:	[684, 388, 793, 398]
ad-date: Thursday July 16th	[851, 1253, 1065, 1320]
column-letters-1	[12, 50, 146, 1618]
address-street: Lambton Quay	[833, 1780, 931, 1796]
ad-line: TOWN HALL.	[714, 897, 763, 907]
moon-row	[433, 123, 563, 130]
ad-line: TO-NIGHT AT 8.	[1004, 98, 1062, 108]
ad-line: THE GREATEST PICTURE	[836, 126, 930, 136]
moon-row	[433, 109, 563, 116]
article-body: Sir,—The question now before the country is one that concerns every parent and every citizen alike, and it is to be hoped that the matter will be discussed with that calmness and fairness which its importance demands. The arguments advanced on either side deserve careful consideration, and the people should be permitted to express their opinion upon it at the ballot-box in a manner which leaves no room for doubt as to their wishes. I trust you will find space for these few remarks in your valuable columns. Sir,—The question now before the country is one that concerns every parent and every citizen alike, and it is to be hoped that the matter will be discussed with that calmness and fairness which its importance demands. The arguments advanced on either side deserve careful consideration, and the people should be permitted to express their opinion upon it at the ballot-box in a manner which leaves no room for doubt as to their wishes. I trust you will find space for these few remarks in your valuable columns.	[572, 331, 665, 542]
article-body: Sir,—It is in the hope of correcting some of your valuable space that I am writing on a subject that seems to be causing a great deal of discussion just now.	[155, 1295, 286, 1316]
article-body: Sir,—The question now before the country is one that concerns every parent and every citizen alike, and it is to be hoped that the matter will be discussed with that calmness and fairness which its importance demands. The arguments advanced on either side deserve careful consideration, and the people should be permitted to express their opinion upon it at the ballot-box in a manner which leaves no room for doubt as to their wishes. I trust you will find space for these few remarks in your valuable columns. Sir,—The question now before the country is one that concerns every parent and every citizen alike, and it is to be hoped that the matter will be discussed with that calmness and fairness which its importance demands. The arguments advanced on either side deserve careful consideration, and the people should be permitted to express their opinion upon it at the ballot-box in a manner which leaves no room for doubt as to their wishes. I trust you will find space for these few remarks in your valuable columns.	[433, 806, 563, 952]
ad-lecture	[673, 360, 804, 543]
ad-title: EMPRESS THEATRE.	[979, 338, 1087, 349]
moon-cell: 30	[497, 129, 503, 136]
ad-title: BIBLE-IN-STATE-SCHOOLS LEAGUE.	[689, 864, 788, 883]
article-body: Sir,—The question now before the country is one that concerns every parent and every citizen alike, and it is to be hoped that the matter will be discussed with that calmness and fairness which its importance demands. The arguments advanced on either side deserve careful consideration, and the people should be permitted to express their opinion upon it at the ballot-box in a manner which leaves no room for doubt as to their wishes. I trust you will find space for these few remarks in your valuable columns. Sir,—The question now before the country is one that concerns every parent and every citizen alike, and it is to be hoped that the matter will be discussed with that calmness and fairness which its importance demands. The arguments advanced on either side deserve careful consideration, and the people should be permitted to express their opinion upon it at the ballot-box in a manner which leaves no room for doubt as to their wishes. I trust you will find space for these few remarks in your valuable columns.	[12, 493, 146, 639]
sub-heading: WIN FOR BRITAIN.	[709, 945, 768, 953]
section-heading: AMUSEMENTS.	[962, 50, 1104, 60]
ad-everybodys	[812, 360, 954, 552]
ad-line: MISS KATHERINE CAINE,	[986, 188, 1080, 198]
article-body: Sir,—The methods in vogue to-day for imparting religious instruction in the national schools in the East are worthy of note at this time:—	[155, 431, 286, 452]
ad-date: MONDAY, JULY 27.	[689, 906, 788, 918]
article-body: Sir,—The question now before the country is one that concerns every parent and every citizen alike, and it is to be hoped that the matter will be discussed with that calmness and fairness which its importance demands. The arguments advanced on either side deserve careful consideration, and the people should be permitted to express their opinion upon it at the ballot-box in a manner which leaves no room for doubt as to their wishes. I trust you will find space for these few remarks in your valuable columns. Sir,—The question now before the country is one that concerns every parent and every citizen alike, and it is to be hoped that the matter will be discussed with that calmness and fairness which its importance demands. The arguments advanced on either side deserve careful consideration, and the people should be permitted to express their opinion upon it at the ballot-box in a manner which leaves no room for doubt as to their wishes. I trust you will find space for these few remarks in your valuable columns.	[433, 136, 563, 281]
ad-brand: WHITCOMBE'S	[833, 1038, 1083, 1094]
ad-line: "PAUL JONES."	[710, 95, 767, 105]
ad-line: SEE HOW IT IS DONE!	[843, 538, 923, 548]
moon-cell: 5 56 a.m.	[514, 102, 535, 109]
ad-title: WELLINGTON CITY COUNCIL.	[682, 552, 795, 562]
ad-headline: Great Sale!	[833, 1094, 1083, 1222]
ad-body: Sir,—The question now before the country is one that concerns every parent and every citizen alike, and it is to be hoped that the matter will be discussed with that calmness and fairness which its importance demands. The arguments advanced on either side deserve careful consideration, and the people should be permitted to express their opinion upon it at the ballot-box in a manner which leaves no room for doubt as to their wishes. I trust you will find space for these few remarks in your valuable columns. Sir,—The question now before the country is one that concerns every parent and every citizen alike, and it is to be hoped that the matter will be discussed with that calmness and fairness which its importance demands. The arguments advanced on either side deserve careful consideration, and the people should be permitted to express their opinion upon it at the ballot-box in a manner which leaves no room for doubt as to their wishes. I trust you will find space for these few remarks in your valuable columns.	[816, 757, 950, 883]
article-body: Sir,—The question now before the country is one that concerns every parent and every citizen alike, and it is to be hoped that the matter will be discussed with that calmness and fairness which its importance demands. The arguments advanced on either side deserve careful consideration, and the people should be permitted to express their opinion upon it at the ballot-box in a manner which leaves no room for doubt as to their wishes. I trust you will find space for these few remarks in your valuable columns. Sir,—The question now before the country is one that concerns every parent and every citizen alike, and it is to be hoped that the matter will be discussed with that calmness and fairness which its importance demands. The arguments advanced on either side deserve careful consideration, and the people should be permitted to express their opinion upon it at the ballot-box in a manner which leaves no room for doubt as to their wishes. I trust you will find space for these few remarks in your valuable columns.	[295, 243, 424, 396]
moon-cell: 7 59 p.m.	[514, 115, 535, 122]
article-heading: PROJECTED DEPARTURES.	[443, 959, 553, 969]
mail-day: THURSDAY, JULY 16.	[327, 1101, 392, 1109]
column-shipping	[433, 50, 563, 1618]
ad-body: Sir,—The question now before the country is one that concerns every parent and every citizen alike, and it is to be hoped that the matter will be discussed with that calmness and fairness which its importance demands. The arguments advanced on either side deserve careful consideration, and the people should be permitted to express their opinion upon it at the ballot-box in a manner which leaves no room for doubt as to their wishes. I trust you will find space for these few remarks in your valuable columns. Sir,—The question now before the country is one that concerns every parent and every citizen alike, and it is to be hoped that the matter will be discussed with that calmness and fairness which its importance demands. The arguments advanced on either side deserve careful consideration, and the people should be permitted to express their opinion upon it at the ballot-box in a manner which leaves no room for doubt as to their wishes. I trust you will find space for these few remarks in your valuable columns.	[966, 552, 1100, 678]
ad-body: Sir,—The question now before the country is one that concerns every parent and every citizen alike, and it is to be hoped that the matter will be discussed with that calmness and fairness which its importance demands. The arguments advanced on either side deserve careful consideration, and the people should be permitted to express their opinion upon it at the ballot-box in a manner which leaves no room for doubt as to their wishes. I trust you will find space for these few remarks in your valuable columns. Sir,—The question now before the country is one that concerns every parent and every citizen alike, and it is to be hoped that the matter will be discussed with that calmness and fairness which its importance demands. The arguments advanced on either side deserve careful consideration, and the people should be permitted to express their opinion upon it at the ballot-box in a manner which leaves no room for doubt as to their wishes. I trust you will find space for these few remarks in your valuable columns.	[677, 397, 800, 537]
article-body: Sir,—The question now before the country is one that concerns every parent and every citizen alike, and it is to be hoped that the matter will be discussed with that calmness and fairness which its importance demands. The arguments advanced on either side deserve careful consideration, and the people should be permitted to express their opinion upon it at the ballot-box in a manner which leaves no room for doubt as to their wishes. I trust you will find space for these few remarks in your valuable columns. Sir,—The question now before the country is one that concerns every parent and every citizen alike, and it is to be hoped that the matter will be discussed with that calmness and fairness which its importance demands. The arguments advanced on either side deserve careful consideration, and the people should be permitted to express their opinion upon it at the ballot-box in a manner which leaves no room for doubt as to their wishes. I trust you will find space for these few remarks in your valuable columns.	[155, 1119, 286, 1265]
ad-line: EDWARD BLONDELL,	[993, 170, 1073, 180]
ad-line: Presented by the	[718, 113, 759, 120]
ad-line: Under Direction of	[715, 138, 762, 145]
sub-heading: RELIGIOUS.	[201, 607, 240, 615]
article-body: Sir,—The question now before the country is one that concerns every parent and every citizen alike, and it is to be hoped that the matter will be discussed with that calmness and fairness which its importance demands. The arguments advanced on either side deserve careful consideration, and the people should be permitted to express their opinion upon it at the ballot-box in a manner which leaves no room for doubt as to their wishes. I trust you will find space for these few remarks in your valuable columns. Sir,—The question now before the country is one that concerns every parent and every citizen alike, and it is to be hoped that the matter will be discussed with that calmness and fairness which its importance demands. The arguments advanced on either side deserve careful consideration, and the people should be permitted to express their opinion upon it at the ballot-box in a manner which leaves no room for doubt as to their wishes. I trust you will find space for these few remarks in your valuable columns.	[12, 997, 146, 1143]
